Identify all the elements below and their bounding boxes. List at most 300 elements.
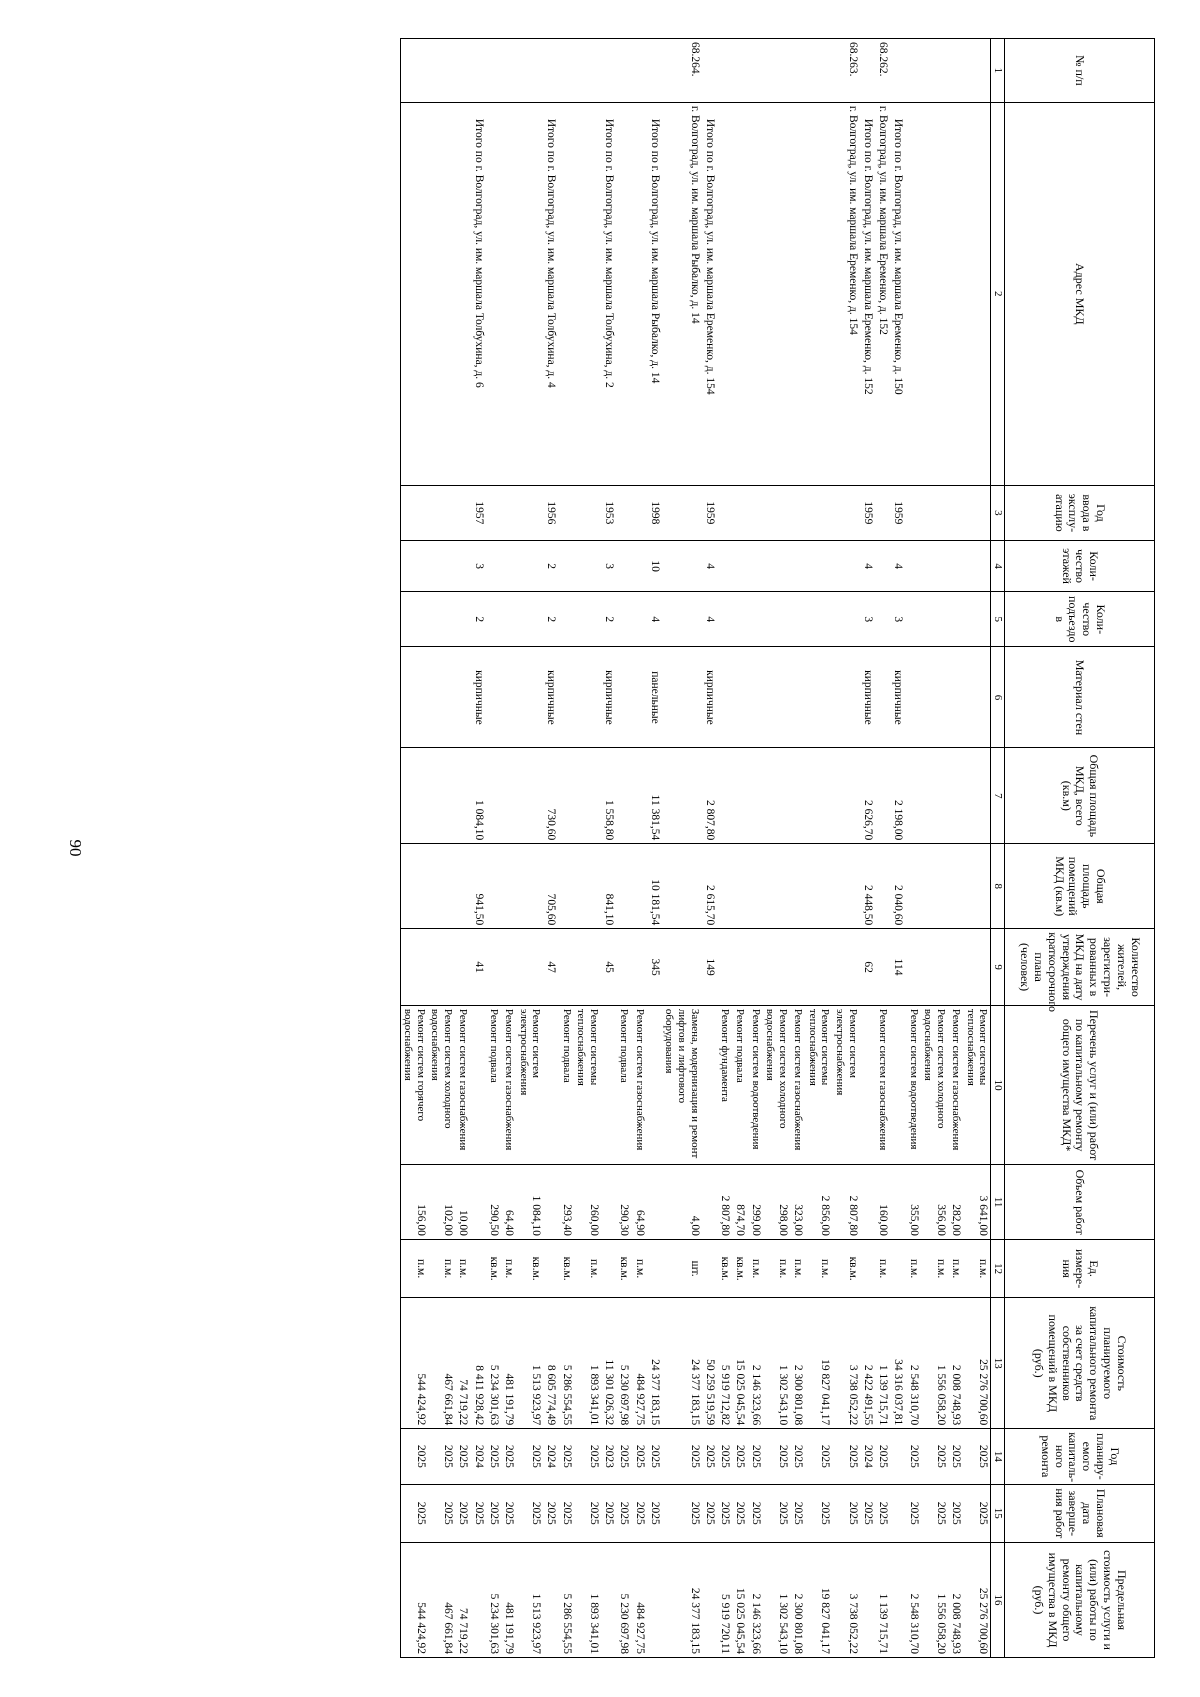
cell-row-number — [631, 39, 646, 103]
cell-premises-area — [631, 844, 646, 929]
cell-row-number — [860, 39, 875, 103]
total-row — [860, 39, 875, 1658]
cell-completion-date: 2025 — [574, 1484, 601, 1543]
cell-year-built — [428, 485, 455, 540]
cell-work-type — [702, 1005, 717, 1165]
cell-wall-material — [428, 647, 455, 748]
cell-repair-year: 2025 — [948, 1429, 963, 1484]
cell-planned-cost: 1 302 543,10 — [763, 1298, 790, 1429]
cell-wall-material — [747, 647, 762, 748]
cell-repair-year: 2025 — [963, 1429, 991, 1484]
cell-row-number — [455, 39, 470, 103]
cell-residents — [790, 929, 805, 1006]
total-row — [470, 39, 485, 1658]
cell-premises-area — [616, 844, 631, 929]
cell-row-number — [486, 39, 501, 103]
header-cell: Общая площадь МКД, всего (кв.м) — [1005, 748, 1155, 844]
cell-row-number — [400, 39, 428, 103]
cell-repair-year: 2025 — [732, 1429, 747, 1484]
cell-repair-year: 2025 — [647, 1429, 662, 1484]
cell-entrances: 3 — [890, 592, 905, 647]
cell-year-built — [501, 485, 516, 540]
cell-wall-material — [763, 647, 790, 748]
cell-entrances — [732, 592, 747, 647]
cell-planned-cost: 34 316 037,81 — [890, 1298, 905, 1429]
cell-repair-year: 2025 — [921, 1429, 948, 1484]
total-row — [890, 39, 905, 1658]
cell-work-volume — [601, 1165, 616, 1239]
cell-work-type: Ремонт системы теплоснабжения — [805, 1005, 832, 1165]
cell-planned-cost: 2 548 310,70 — [905, 1298, 920, 1429]
cell-max-cost: 1 302 543,10 — [763, 1543, 790, 1658]
cell-max-cost: 2 146 323,66 — [747, 1543, 762, 1658]
cell-max-cost: 481 191,79 — [501, 1543, 516, 1658]
cell-unit — [860, 1239, 875, 1298]
cell-residents — [428, 929, 455, 1006]
cell-planned-cost: 484 927,75 — [631, 1298, 646, 1429]
header-cell: Перечень услуг и (или) работ по капитальному ремонту общего имущества МКД* — [1005, 1005, 1155, 1165]
cell-planned-cost: 74 719,22 — [455, 1298, 470, 1429]
cell-wall-material: кирпичные — [543, 647, 558, 748]
cell-row-number — [921, 39, 948, 103]
cell-planned-cost: 5 919 712,82 — [717, 1298, 732, 1429]
cell-repair-year: 2025 — [832, 1429, 859, 1484]
cell-work-type — [470, 1005, 485, 1165]
cell-repair-year — [890, 1429, 905, 1484]
cell-address: Итого по г. Волгоград, ул. им. маршала Толбухина, д. 6 — [470, 102, 485, 485]
cell-completion-date: 2025 — [470, 1484, 485, 1543]
cell-entrances — [832, 592, 859, 647]
table-row — [486, 39, 501, 1658]
cell-completion-date: 2025 — [732, 1484, 747, 1543]
cell-residents — [763, 929, 790, 1006]
cell-address: Итого по г. Волгоград, ул. им. маршала Еременко, д. 154 — [702, 102, 717, 485]
cell-total-area: 11 381,54 — [647, 748, 662, 844]
cell-repair-year: 2025 — [790, 1429, 805, 1484]
table-row — [732, 39, 747, 1658]
cell-work-type: Ремонт систем электроснабжения — [516, 1005, 543, 1165]
cell-wall-material: кирпичные — [601, 647, 616, 748]
cell-residents: 345 — [647, 929, 662, 1006]
cell-total-area — [948, 748, 963, 844]
cell-completion-date: 2025 — [875, 1484, 890, 1543]
cell-max-cost: 3 738 052,22 — [832, 1543, 859, 1658]
cell-work-type: Ремонт систем горячего водоснабжения — [400, 1005, 428, 1165]
cell-total-area: 2 198,00 — [890, 748, 905, 844]
table-row — [905, 39, 920, 1658]
cell-unit: п.м. — [763, 1239, 790, 1298]
cell-unit: кв.м. — [516, 1239, 543, 1298]
cell-address — [501, 102, 516, 485]
cell-address — [616, 102, 631, 485]
cell-premises-area: 841,10 — [601, 844, 616, 929]
cell-repair-year: 2025 — [616, 1429, 631, 1484]
cell-unit: кв.м. — [558, 1239, 573, 1298]
table-row — [662, 39, 702, 1658]
cell-repair-year: 2025 — [428, 1429, 455, 1484]
cell-repair-year: 2025 — [400, 1429, 428, 1484]
cell-repair-year: 2023 — [601, 1429, 616, 1484]
cell-address — [631, 102, 646, 485]
cell-total-area — [501, 748, 516, 844]
cell-work-volume: 64,90 — [631, 1165, 646, 1239]
column-number: 2 — [991, 102, 1005, 485]
cell-work-type — [601, 1005, 616, 1165]
cell-floors — [486, 541, 501, 592]
cell-max-cost: 24 377 183,15 — [662, 1543, 702, 1658]
cell-residents — [574, 929, 601, 1006]
cell-residents — [616, 929, 631, 1006]
cell-wall-material — [921, 647, 948, 748]
cell-unit — [601, 1239, 616, 1298]
cell-year-built — [763, 485, 790, 540]
cell-total-area — [832, 748, 859, 844]
cell-premises-area: 2 448,50 — [860, 844, 875, 929]
cell-total-area: 2 626,70 — [860, 748, 875, 844]
cell-work-type — [860, 1005, 875, 1165]
cell-floors — [516, 541, 543, 592]
cell-repair-year: 2025 — [501, 1429, 516, 1484]
cell-residents — [455, 929, 470, 1006]
cell-completion-date: 2025 — [516, 1484, 543, 1543]
cell-entrances — [747, 592, 762, 647]
cell-repair-year: 2025 — [558, 1429, 573, 1484]
cell-row-number — [543, 39, 558, 103]
cell-work-type — [647, 1005, 662, 1165]
cell-unit: п.м. — [948, 1239, 963, 1298]
cell-residents — [948, 929, 963, 1006]
header-cell: Коли-чество подъездо в — [1005, 592, 1155, 647]
cell-entrances — [516, 592, 543, 647]
cell-completion-date: 2025 — [747, 1484, 762, 1543]
cell-year-built — [717, 485, 732, 540]
cell-total-area — [747, 748, 762, 844]
cell-premises-area: 2 040,60 — [890, 844, 905, 929]
cell-row-number — [948, 39, 963, 103]
cell-completion-date: 2025 — [763, 1484, 790, 1543]
cell-completion-date: 2025 — [832, 1484, 859, 1543]
header-cell: Плановая дата заверше-ния работ — [1005, 1484, 1155, 1543]
cell-year-built — [400, 485, 428, 540]
cell-repair-year: 2025 — [805, 1429, 832, 1484]
cell-completion-date: 2025 — [662, 1484, 702, 1543]
cell-planned-cost: 481 191,79 — [501, 1298, 516, 1429]
cell-year-built — [948, 485, 963, 540]
header-cell: Год планиру-емого капиталь-ного ремонта — [1005, 1429, 1155, 1484]
table-row — [616, 39, 631, 1658]
cell-row-number: 68.262. — [875, 39, 890, 103]
cell-work-type — [543, 1005, 558, 1165]
cell-wall-material — [631, 647, 646, 748]
cell-address — [948, 102, 963, 485]
cell-wall-material: кирпичные — [860, 647, 875, 748]
cell-floors — [747, 541, 762, 592]
cell-completion-date: 2025 — [805, 1484, 832, 1543]
cell-work-volume — [470, 1165, 485, 1239]
cell-wall-material: панельные — [647, 647, 662, 748]
cell-address — [486, 102, 501, 485]
cell-year-built — [921, 485, 948, 540]
cell-residents — [747, 929, 762, 1006]
cell-year-built — [747, 485, 762, 540]
cell-wall-material — [574, 647, 601, 748]
cell-entrances: 2 — [470, 592, 485, 647]
cell-wall-material — [832, 647, 859, 748]
header-cell: Предельная стоимость услуги и (или) работы по капитальному ремонту общего имущества в МКД (руб.) — [1005, 1543, 1155, 1658]
cell-total-area — [763, 748, 790, 844]
cell-floors: 4 — [890, 541, 905, 592]
cell-total-area — [486, 748, 501, 844]
cell-row-number: 68.263. — [832, 39, 859, 103]
cell-premises-area — [516, 844, 543, 929]
column-number: 8 — [991, 844, 1005, 929]
cell-work-type: Ремонт систем электроснабжения — [832, 1005, 859, 1165]
table-row — [428, 39, 455, 1658]
cell-premises-area — [574, 844, 601, 929]
cell-total-area: 1 558,80 — [601, 748, 616, 844]
cell-entrances — [631, 592, 646, 647]
cell-planned-cost: 50 259 519,59 — [702, 1298, 717, 1429]
cell-work-type: Ремонт фундамента — [717, 1005, 732, 1165]
cell-wall-material — [805, 647, 832, 748]
cell-work-type: Ремонт подвала — [558, 1005, 573, 1165]
cell-work-type: Ремонт систем водоотведения — [905, 1005, 920, 1165]
cell-entrances — [717, 592, 732, 647]
cell-planned-cost: 2 008 748,93 — [948, 1298, 963, 1429]
table-row — [948, 39, 963, 1658]
cell-unit: п.м. — [790, 1239, 805, 1298]
cell-planned-cost: 11 301 026,32 — [601, 1298, 616, 1429]
cell-premises-area — [400, 844, 428, 929]
cell-work-type: Ремонт систем газоснабжения — [631, 1005, 646, 1165]
cell-entrances: 3 — [860, 592, 875, 647]
table-row — [574, 39, 601, 1658]
cell-premises-area — [455, 844, 470, 929]
cell-planned-cost: 24 377 183,15 — [647, 1298, 662, 1429]
cell-planned-cost: 8 411 928,42 — [470, 1298, 485, 1429]
cell-wall-material — [400, 647, 428, 748]
cell-work-volume: 160,00 — [875, 1165, 890, 1239]
table-row — [747, 39, 762, 1658]
cell-residents — [400, 929, 428, 1006]
cell-total-area — [631, 748, 646, 844]
cell-max-cost: 5 234 301,63 — [486, 1543, 501, 1658]
cell-completion-date: 2025 — [631, 1484, 646, 1543]
cell-planned-cost: 1 556 058,20 — [921, 1298, 948, 1429]
cell-year-built — [805, 485, 832, 540]
cell-work-volume: 356,00 — [921, 1165, 948, 1239]
cell-repair-year: 2025 — [747, 1429, 762, 1484]
column-number-row — [991, 39, 1005, 1658]
cell-planned-cost: 1 513 923,97 — [516, 1298, 543, 1429]
cell-wall-material — [905, 647, 920, 748]
cell-address — [963, 102, 991, 485]
cell-work-type: Ремонт системы теплоснабжения — [963, 1005, 991, 1165]
cell-repair-year: 2025 — [574, 1429, 601, 1484]
table-row — [516, 39, 543, 1658]
cell-floors — [948, 541, 963, 592]
cell-address — [717, 102, 732, 485]
cell-entrances — [558, 592, 573, 647]
cell-address — [732, 102, 747, 485]
cell-max-cost: 1 893 341,01 — [574, 1543, 601, 1658]
column-number: 11 — [991, 1165, 1005, 1239]
cell-max-cost — [860, 1543, 875, 1658]
cell-entrances — [921, 592, 948, 647]
cell-work-volume — [647, 1165, 662, 1239]
cell-entrances — [616, 592, 631, 647]
cell-entrances — [662, 592, 702, 647]
cell-entrances — [875, 592, 890, 647]
cell-max-cost — [543, 1543, 558, 1658]
cell-premises-area: 941,50 — [470, 844, 485, 929]
cell-row-number — [763, 39, 790, 103]
cell-work-volume: 323,00 — [790, 1165, 805, 1239]
cell-floors — [501, 541, 516, 592]
table-row — [455, 39, 470, 1658]
column-number: 16 — [991, 1543, 1005, 1658]
cell-premises-area: 2 615,70 — [702, 844, 717, 929]
cell-work-volume: 156,00 — [400, 1165, 428, 1239]
cell-entrances — [455, 592, 470, 647]
cell-address: Итого по г. Волгоград, ул. им. маршала Рыбалко, д. 14 — [647, 102, 662, 485]
cell-unit: п.м. — [875, 1239, 890, 1298]
cell-floors: 3 — [470, 541, 485, 592]
cell-residents — [516, 929, 543, 1006]
cell-unit: кв.м. — [832, 1239, 859, 1298]
cell-entrances — [790, 592, 805, 647]
cell-entrances — [905, 592, 920, 647]
cell-work-type: Ремонт систем газоснабжения — [948, 1005, 963, 1165]
cell-floors — [455, 541, 470, 592]
cell-work-volume: 290,30 — [616, 1165, 631, 1239]
cell-floors: 4 — [702, 541, 717, 592]
cell-max-cost: 1 139 715,71 — [875, 1543, 890, 1658]
cell-residents: 149 — [702, 929, 717, 1006]
cell-entrances: 4 — [702, 592, 717, 647]
cell-row-number — [790, 39, 805, 103]
cell-row-number — [717, 39, 732, 103]
cell-residents — [486, 929, 501, 1006]
cell-year-built — [732, 485, 747, 540]
cell-address — [574, 102, 601, 485]
table-row — [400, 39, 428, 1658]
cell-completion-date: 2025 — [905, 1484, 920, 1543]
cell-residents: 41 — [470, 929, 485, 1006]
table-row — [963, 39, 991, 1658]
cell-residents: 47 — [543, 929, 558, 1006]
cell-address — [790, 102, 805, 485]
cell-completion-date: 2025 — [616, 1484, 631, 1543]
cell-premises-area — [428, 844, 455, 929]
cell-year-built — [574, 485, 601, 540]
total-row — [601, 39, 616, 1658]
cell-row-number — [501, 39, 516, 103]
cell-total-area — [516, 748, 543, 844]
cell-planned-cost: 5 286 554,55 — [558, 1298, 573, 1429]
cell-work-type: Ремонт систем газоснабжения — [790, 1005, 805, 1165]
cell-floors — [717, 541, 732, 592]
cell-entrances — [501, 592, 516, 647]
cell-address: Итого по г. Волгоград, ул. им. маршала Толбухина, д. 2 — [601, 102, 616, 485]
cell-completion-date: 2025 — [501, 1484, 516, 1543]
cell-address — [400, 102, 428, 485]
cell-year-built: 1959 — [860, 485, 875, 540]
cell-max-cost: 484 927,75 — [631, 1543, 646, 1658]
cell-year-built — [616, 485, 631, 540]
cell-address: г. Волгоград, ул. им. маршала Рыбалко, д. 14 — [662, 102, 702, 485]
column-number: 10 — [991, 1005, 1005, 1165]
cell-unit: кв.м. — [616, 1239, 631, 1298]
cell-work-volume: 1 084,10 — [516, 1165, 543, 1239]
cell-work-volume — [702, 1165, 717, 1239]
cell-row-number — [905, 39, 920, 103]
cell-max-cost: 2 300 801,08 — [790, 1543, 805, 1658]
total-row — [702, 39, 717, 1658]
cell-wall-material — [501, 647, 516, 748]
cell-year-built: 1956 — [543, 485, 558, 540]
cell-repair-year: 2024 — [470, 1429, 485, 1484]
cell-max-cost: 25 276 700,60 — [963, 1543, 991, 1658]
header-cell: Стоимость планируемого капитального ремонта за счет средств собственников помещений в МКД (руб.) — [1005, 1298, 1155, 1429]
cell-work-volume: 290,50 — [486, 1165, 501, 1239]
header-row — [1005, 39, 1155, 1658]
cell-work-volume: 293,40 — [558, 1165, 573, 1239]
cell-completion-date: 2025 — [717, 1484, 732, 1543]
cell-max-cost: 467 661,84 — [428, 1543, 455, 1658]
table-row — [875, 39, 890, 1658]
cell-repair-year: 2025 — [702, 1429, 717, 1484]
cell-completion-date: 2025 — [428, 1484, 455, 1543]
header-cell: Адрес МКД — [1005, 102, 1155, 485]
cell-floors — [805, 541, 832, 592]
cell-unit: п.м. — [963, 1239, 991, 1298]
cell-wall-material: кирпичные — [890, 647, 905, 748]
cell-year-built — [486, 485, 501, 540]
cell-planned-cost: 25 276 700,60 — [963, 1298, 991, 1429]
cell-planned-cost: 15 025 045,54 — [732, 1298, 747, 1429]
cell-residents — [905, 929, 920, 1006]
cell-total-area — [662, 748, 702, 844]
cell-wall-material — [875, 647, 890, 748]
cell-completion-date: 2025 — [860, 1484, 875, 1543]
cell-year-built: 1953 — [601, 485, 616, 540]
cell-work-volume: 874,70 — [732, 1165, 747, 1239]
cell-unit — [470, 1239, 485, 1298]
cell-year-built — [516, 485, 543, 540]
cell-work-volume: 282,00 — [948, 1165, 963, 1239]
cell-floors — [763, 541, 790, 592]
cell-completion-date: 2025 — [702, 1484, 717, 1543]
cell-unit: п.м. — [747, 1239, 762, 1298]
column-number: 4 — [991, 541, 1005, 592]
cell-premises-area — [790, 844, 805, 929]
page-number: 90 — [66, 839, 85, 857]
cell-work-volume: 10,00 — [455, 1165, 470, 1239]
cell-entrances — [574, 592, 601, 647]
cell-residents: 45 — [601, 929, 616, 1006]
cell-year-built — [790, 485, 805, 540]
cell-work-volume: 2 856,00 — [805, 1165, 832, 1239]
cell-residents — [558, 929, 573, 1006]
cell-work-volume: 298,00 — [763, 1165, 790, 1239]
cell-unit: п.м. — [501, 1239, 516, 1298]
cell-work-type: Ремонт системы теплоснабжения — [574, 1005, 601, 1165]
cell-year-built — [875, 485, 890, 540]
cell-completion-date — [890, 1484, 905, 1543]
cell-wall-material — [948, 647, 963, 748]
cell-address: Итого по г. Волгоград, ул. им. маршала Толбухина, д. 4 — [543, 102, 558, 485]
